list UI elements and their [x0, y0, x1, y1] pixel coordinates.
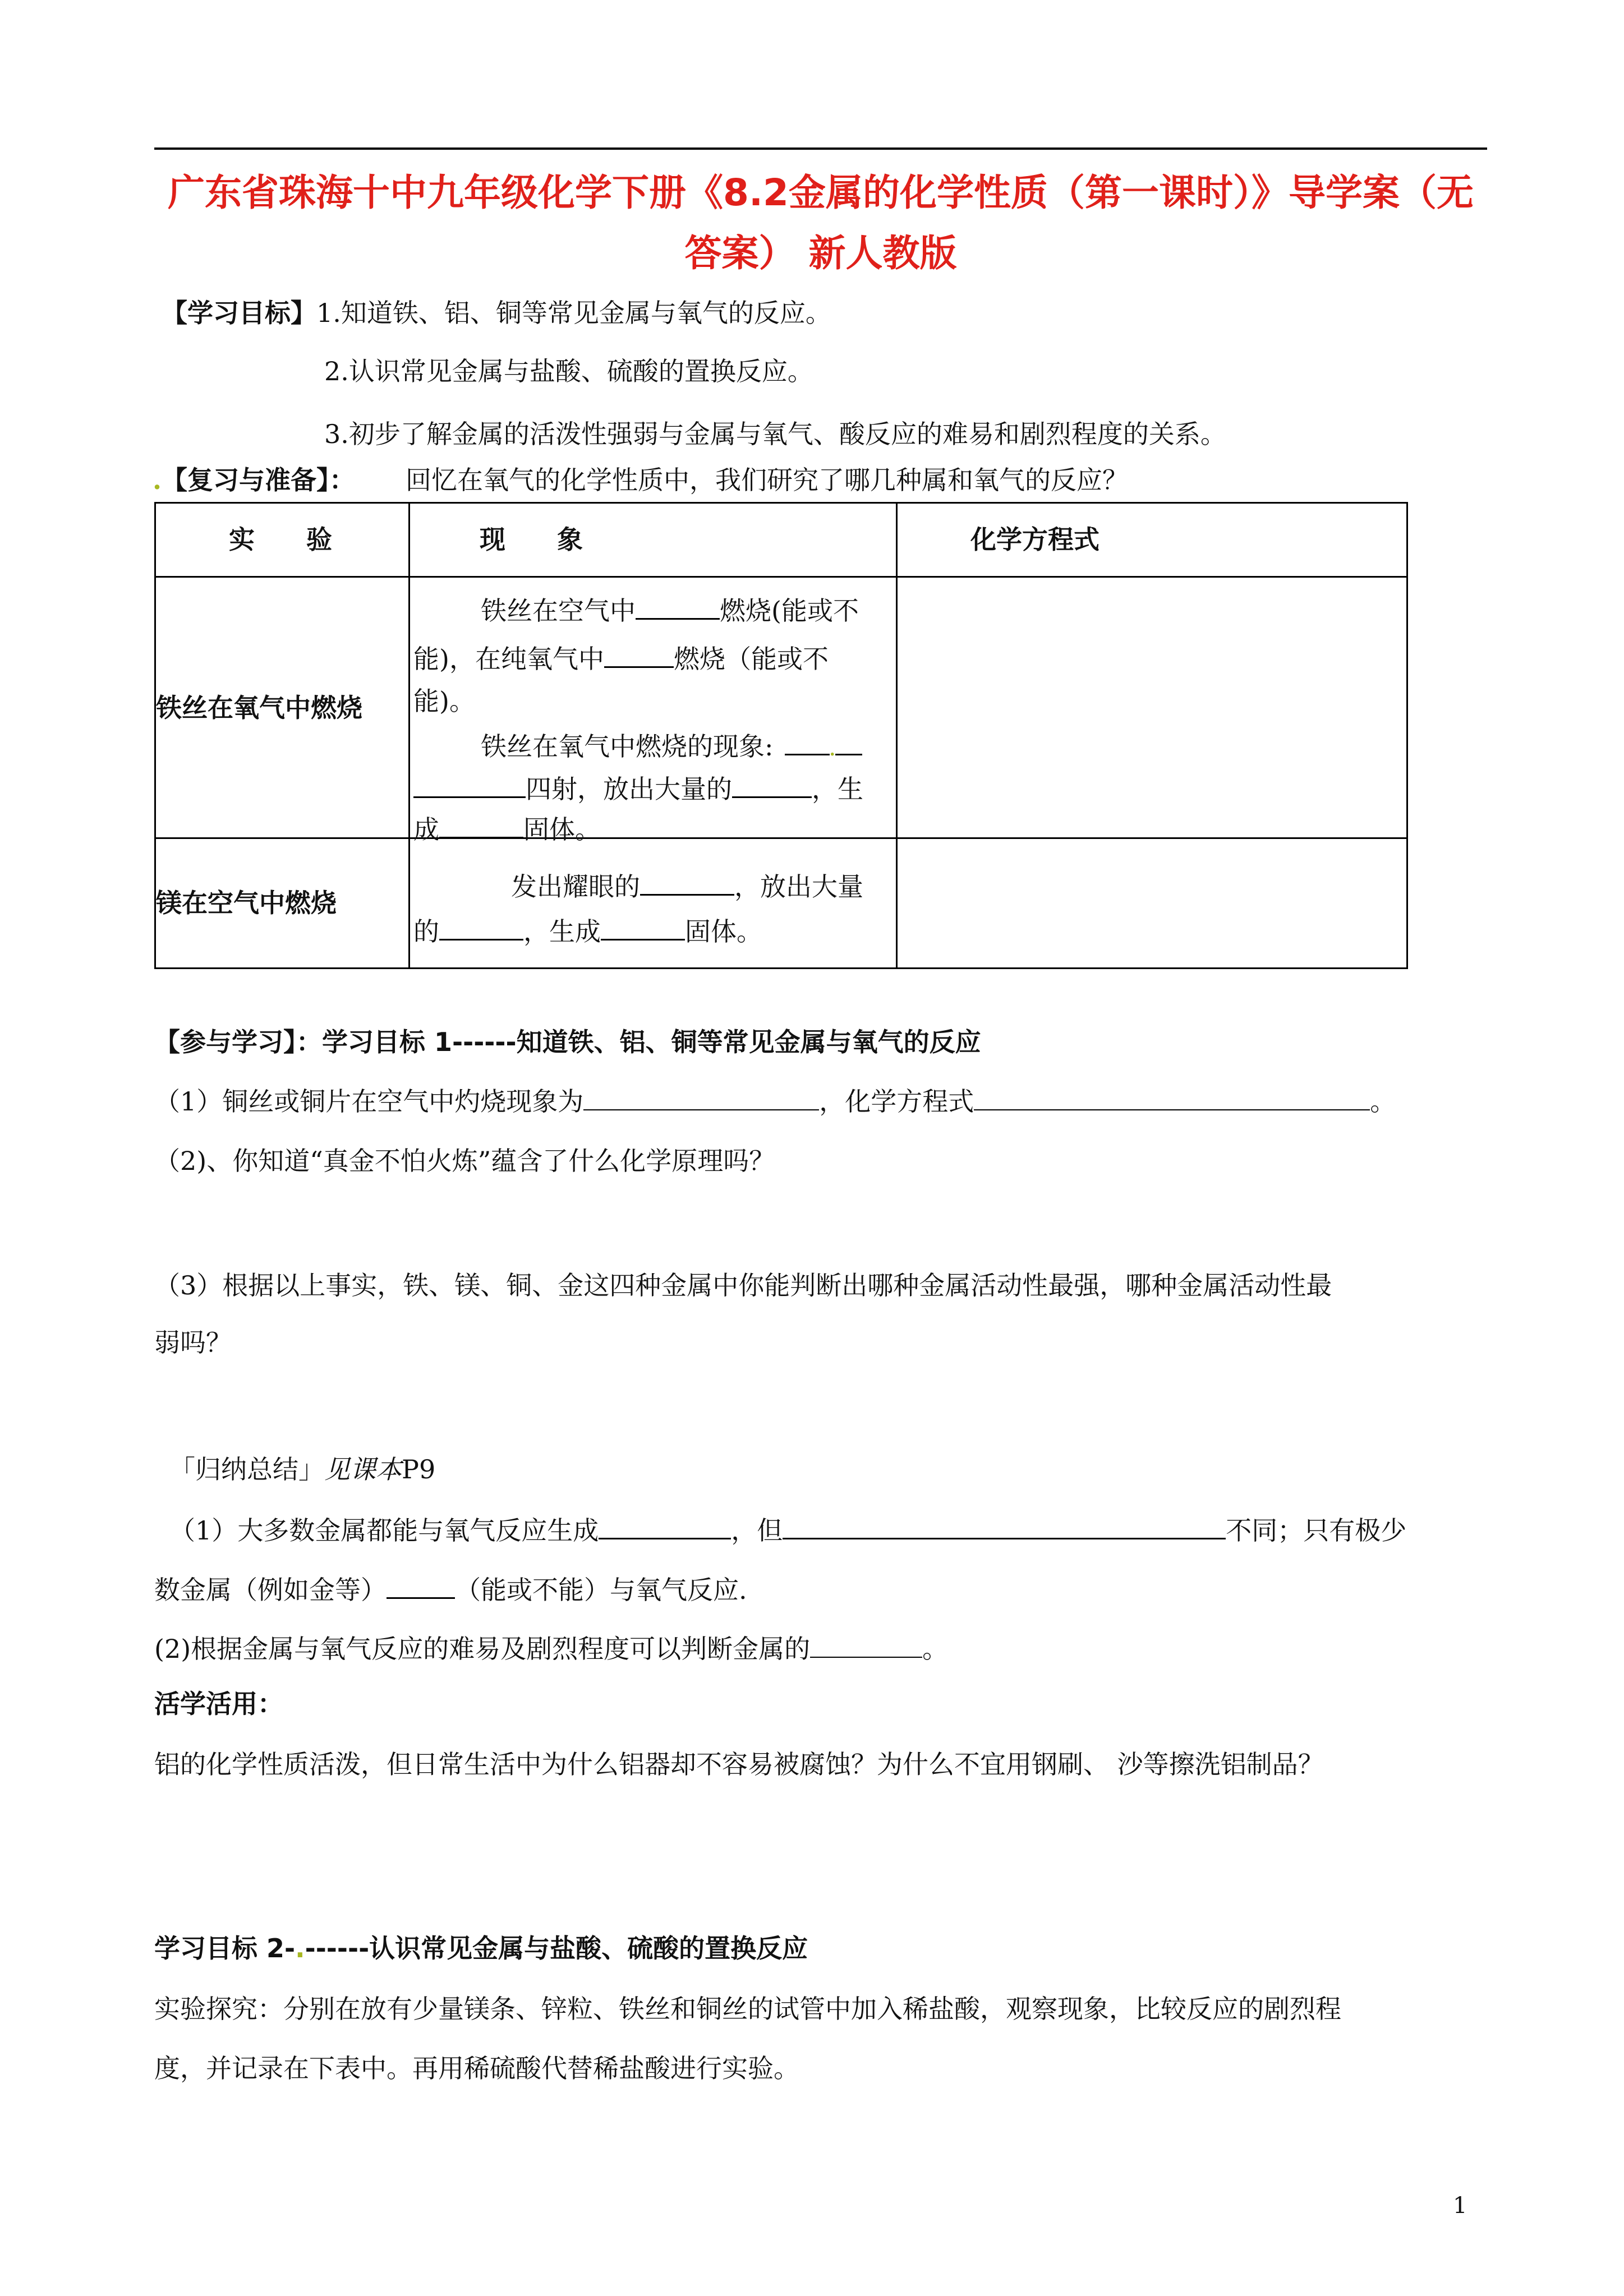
objective-1: 1.知道铁、铝、铜等常见金属与氧气的反应。 — [316, 298, 831, 328]
mg-line-1: 发出耀眼的 ，放出大量 — [511, 867, 863, 903]
blank[interactable] — [835, 727, 862, 755]
participate-q1: （1）铜丝或铜片在空气中灼烧现象为 ，化学方程式 。 — [154, 1082, 1396, 1118]
blank[interactable] — [636, 591, 720, 620]
blank[interactable] — [810, 1630, 922, 1658]
objective-2: 2.认识常见金属与盐酸、硫酸的置换反应。 — [324, 356, 813, 386]
header-phenomenon: 现 象 — [480, 524, 583, 555]
iron-line-1: 铁丝在空气中 燃烧(能或不 — [481, 591, 859, 628]
summary-s1-line-2: 数金属（例如金等） （能或不能）与氧气反应. — [154, 1570, 747, 1607]
review-table — [154, 502, 1408, 969]
summary-heading: 「归纳总结」见课本P9 — [169, 1454, 436, 1484]
table-row — [155, 838, 1407, 969]
objective-3: 3.初步了解金属的活泼性强弱与金属与氧气、酸反应的难易和剧烈程度的关系。 — [324, 419, 1226, 449]
title-line-2: 答案） 新人教版 — [684, 232, 957, 275]
page-number: 1 — [1453, 2193, 1467, 2219]
blank[interactable] — [640, 867, 734, 896]
objective2-line-2: 度，并记录在下表中。再用稀硫酸代替稀盐酸进行实验。 — [154, 2053, 799, 2083]
blank[interactable] — [601, 912, 685, 940]
objective2-line-1: 实验探究：分别在放有少量镁条、锌粒、铁丝和铜丝的试管中加入稀盐酸，观察现象，比较反应的剧烈程 — [154, 1994, 1341, 2024]
blank[interactable] — [604, 639, 674, 668]
blank[interactable] — [413, 769, 526, 798]
review-text: 回忆在氧气的化学性质中，我们研究了哪几种属和氧气的反应？ — [406, 465, 1129, 495]
iron-line-4: 铁丝在氧气中燃烧的现象: . — [481, 727, 862, 767]
blank[interactable] — [439, 912, 523, 940]
header-experiment: 实 验 — [229, 524, 332, 555]
blank[interactable] — [732, 769, 812, 798]
blank[interactable] — [783, 1511, 1226, 1539]
participate-q3-line-1: （3）根据以上事实，铁、镁、铜、金这四种金属中你能判断出哪种金属活动性最强，哪种金属活动性最 — [154, 1270, 1332, 1301]
header-equation: 化学方程式 — [970, 524, 1099, 555]
objectives-line-1 — [162, 296, 831, 330]
summary-s2: (2)根据金属与氧气反应的难易及剧烈程度可以判断金属的 。 — [154, 1630, 948, 1666]
iron-line-3: 能)。 — [413, 685, 475, 716]
objectives-label: 【学习目标】 — [162, 298, 316, 328]
experiment-iron: 铁丝在氧气中燃烧 — [156, 692, 362, 723]
review-label: 【复习与准备】： — [162, 465, 356, 495]
summary-s1-line-1: （1）大多数金属都能与氧气反应生成 ，但 不同；只有极少 — [169, 1511, 1406, 1547]
apply-heading: 活学活用： — [154, 1689, 283, 1719]
objective2-heading: 学习目标 2-.------认识常见金属与盐酸、硫酸的置换反应 — [154, 1933, 808, 1963]
participate-q2: （2)、你知道“真金不怕火炼”蕴含了什么化学原理吗？ — [154, 1146, 775, 1176]
mg-line-2: 的 ，生成 固体。 — [413, 912, 762, 948]
blank[interactable] — [387, 1570, 455, 1599]
participate-heading: 【参与学习】：学习目标 1------知道铁、铝、铜等常见金属与氧气的反应 — [154, 1027, 981, 1057]
table-row — [155, 577, 1407, 838]
blank[interactable] — [785, 727, 830, 755]
iron-line-5: 四射，放出大量的 ，生 — [413, 769, 863, 806]
title-line-1: 广东省珠海十中九年级化学下册《8.2金属的化学性质（第一课时）》导学案（无 — [168, 171, 1474, 214]
table-header-row — [155, 503, 1407, 577]
experiment-magnesium: 镁在空气中燃烧 — [156, 887, 337, 918]
iron-line-6: 成 固体。 — [413, 810, 601, 846]
header-rule — [154, 147, 1487, 150]
apply-text: 铝的化学性质活泼，但日常生活中为什么铝器却不容易被腐蚀？为什么不宜用钢刷、 沙等擦洗铝制品？ — [154, 1749, 1324, 1779]
review-line — [153, 463, 1128, 497]
blank[interactable] — [599, 1511, 731, 1539]
participate-q3-line-2: 弱吗？ — [154, 1327, 232, 1358]
document-title — [154, 163, 1487, 284]
blank[interactable] — [439, 810, 523, 838]
review-dot: . — [153, 465, 162, 495]
blank[interactable] — [974, 1082, 1370, 1110]
iron-line-2: 能)，在纯氧气中 燃烧（能或不 — [413, 639, 829, 676]
blank[interactable] — [583, 1082, 819, 1110]
